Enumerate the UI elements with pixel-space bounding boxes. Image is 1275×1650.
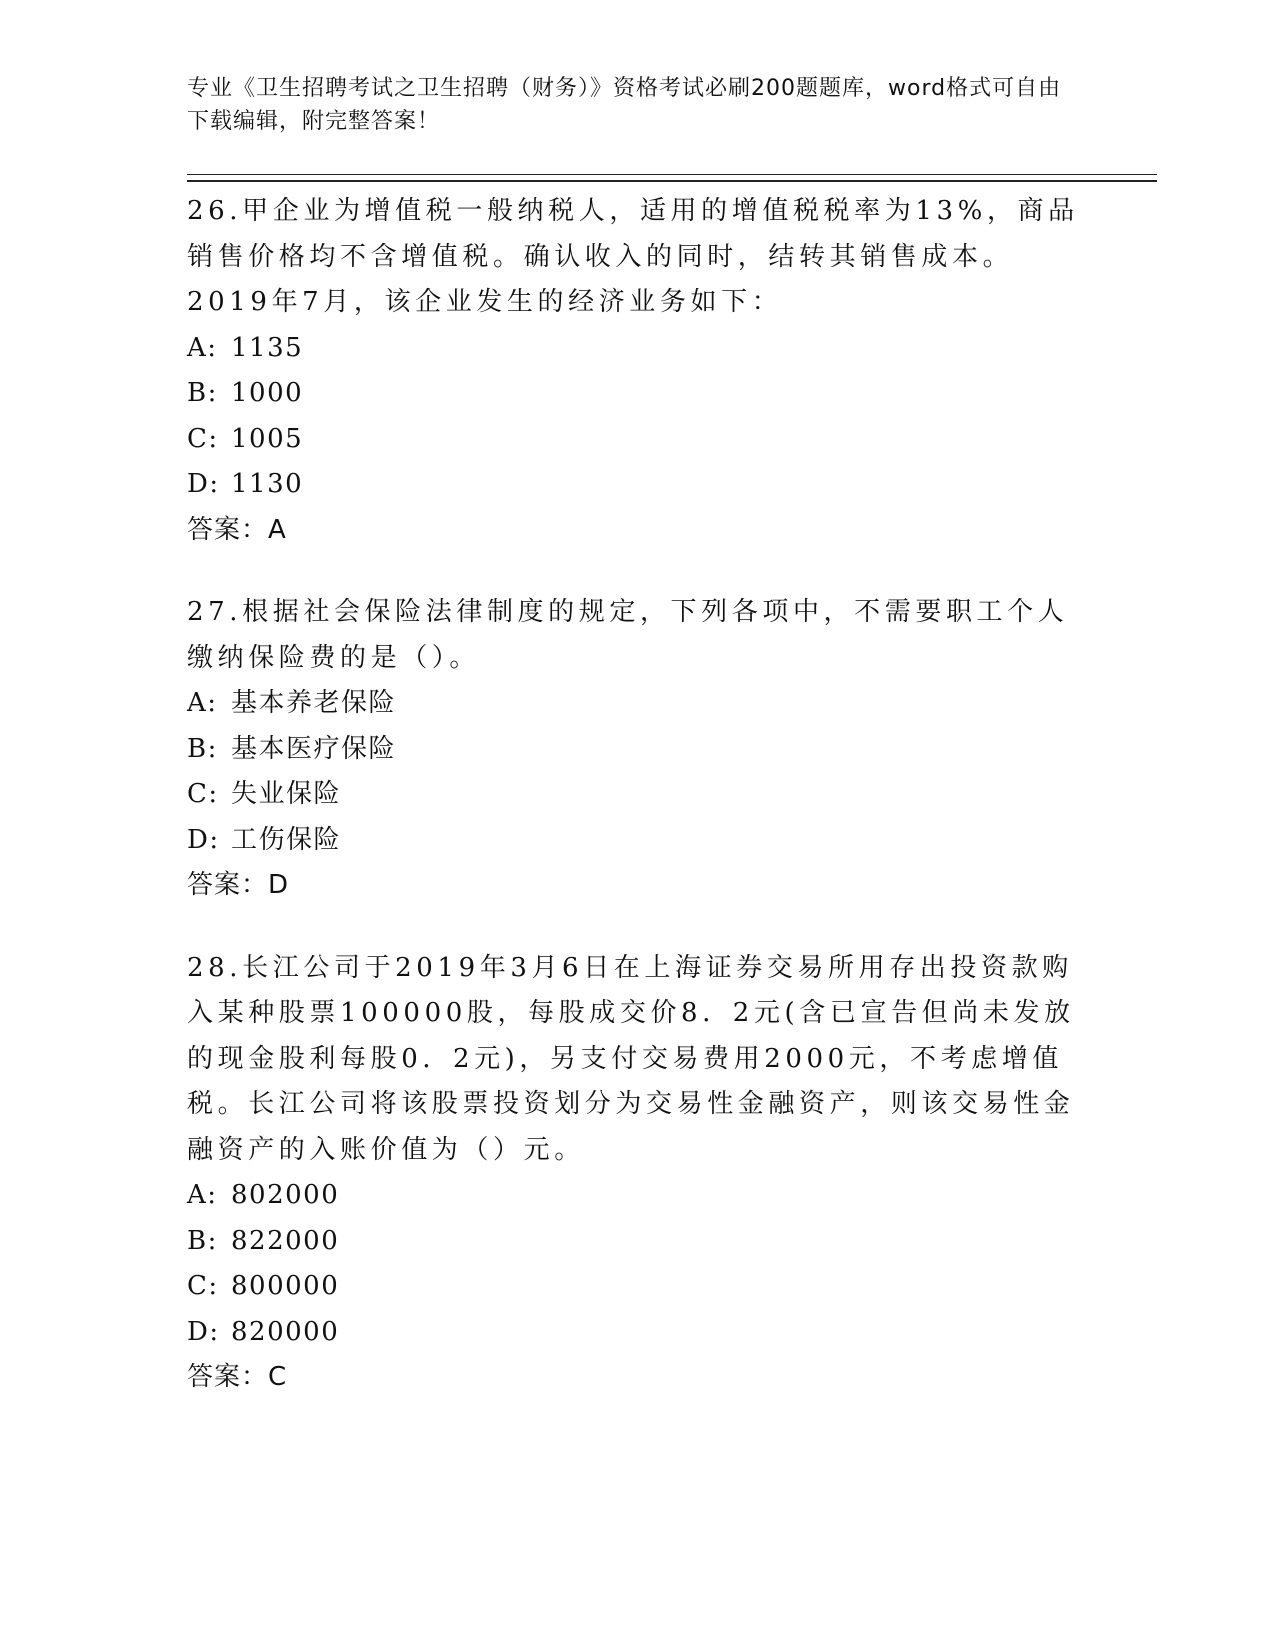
header-divider-top (187, 174, 1157, 175)
option-text: 1000 (231, 378, 304, 408)
option-letter: C: (187, 423, 219, 454)
option-text: 基本养老保险 (231, 688, 397, 718)
option-b (187, 371, 1087, 417)
option-text: 800000 (231, 1271, 340, 1301)
option-c (187, 1264, 1087, 1310)
option-text: 822000 (231, 1225, 340, 1256)
option-b (187, 727, 1087, 773)
question-28 (187, 946, 1087, 1401)
question-stem: 28.长江公司于2019年3月6日在上海证券交易所用存出投资款购入某种股票100000股，每股成交价8．2元(含已宣告但尚未发放的现金股利每股0．2元)，另支付交易费用2000元，不考虑增值税。长江公司将该股票投资划分为交易性金融资产，则该交易性金融资产的入账价值为（）元。 (187, 952, 1075, 1165)
option-d (187, 1310, 1087, 1356)
option-text: 基本医疗保险 (231, 733, 397, 764)
option-a (187, 1173, 1087, 1219)
option-letter: B: (187, 1225, 218, 1256)
document-header: 专业《卫生招聘考试之卫生招聘（财务）》资格考试必刷200题题库，word格式可自由下载编辑，附完整答案！ (187, 76, 1062, 134)
option-a (187, 326, 1087, 372)
question-list (187, 189, 1087, 1438)
option-letter: D: (187, 469, 220, 499)
question-26 (187, 189, 1087, 553)
option-text: 工伤保险 (231, 824, 342, 855)
question-27 (187, 590, 1087, 909)
option-letter: A: (187, 688, 218, 718)
option-letter: C: (187, 779, 219, 809)
option-c (187, 772, 1087, 818)
answer: 答案：D (187, 870, 290, 900)
option-text: 820000 (231, 1316, 340, 1347)
option-letter: D: (187, 824, 220, 855)
option-letter: B: (187, 378, 218, 408)
option-letter: A: (187, 1180, 218, 1210)
option-text: 失业保险 (231, 779, 342, 809)
option-text: 1005 (231, 423, 304, 454)
option-letter: B: (187, 733, 218, 764)
question-stem: 27.根据社会保险法律制度的规定，下列各项中，不需要职工个人缴纳保险费的是（）。 (187, 597, 1069, 673)
option-d (187, 818, 1087, 864)
option-letter: A: (187, 332, 218, 363)
option-letter: C: (187, 1271, 219, 1301)
option-letter: D: (187, 1316, 220, 1347)
option-b (187, 1219, 1087, 1265)
option-c (187, 417, 1087, 463)
header-divider-bottom (187, 180, 1157, 182)
option-text: 802000 (231, 1180, 340, 1210)
answer: 答案：A (187, 514, 287, 545)
option-text: 1135 (231, 332, 304, 363)
option-a (187, 681, 1087, 727)
question-stem: 26.甲企业为增值税一般纳税人，适用的增值税税率为13%，商品销售价格均不含增值税。确认收入的同时，结转其销售成本。2019年7月，该企业发生的经济业务如下： (187, 196, 1079, 317)
option-text: 1130 (231, 469, 304, 499)
option-d (187, 462, 1087, 508)
answer: 答案：C (187, 1362, 288, 1392)
